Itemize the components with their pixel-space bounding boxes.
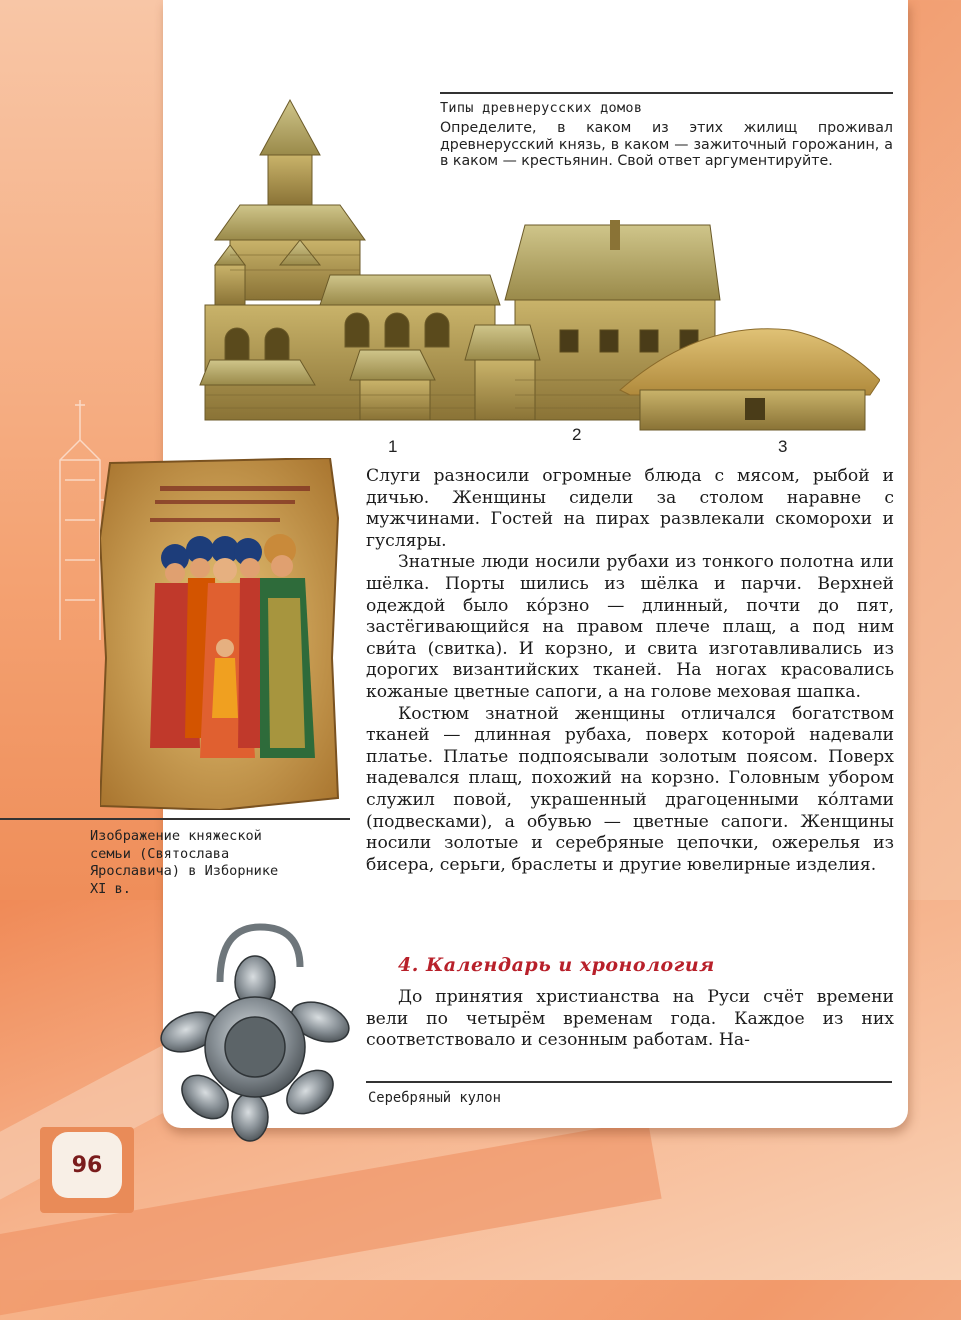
house-number-3: 3 bbox=[778, 437, 788, 456]
main-text bbox=[366, 466, 894, 876]
section-heading: 4. Календарь и хронология bbox=[398, 954, 715, 976]
house-number-2: 2 bbox=[572, 425, 582, 444]
section-paragraph: До принятия христианства на Руси счёт времени вели по четырём временам года. Каждое из них соответствовало и сезонным работам. На- bbox=[366, 987, 894, 1051]
paragraph-2: Знатные люди носили рубахи из тонкого полотна или шёлка. Порты шились из шёлка и парчи. Верхней одеждой было ко́рзно — длинный, почти до пят, застёгивающийся на правом плече плащ, а под ним сви́та (свитка). И корзно, и свита изготавливались из дорогих византийских тканей. На ногах красовались кожаные цветные сапоги, а на голове меховая шапка. bbox=[366, 552, 894, 702]
house-1-terem bbox=[200, 100, 500, 420]
old-russian-houses-illustration bbox=[190, 90, 880, 450]
section-text bbox=[366, 987, 894, 1052]
page-number: 96 bbox=[52, 1132, 122, 1198]
left-caption-rule bbox=[0, 818, 350, 820]
izbornik-caption bbox=[90, 828, 340, 898]
izbornik-princely-family-miniature bbox=[100, 458, 340, 810]
houses-caption-question: Определите, в каком из этих жилищ проживал древнерусский князь, в каком — зажиточный горожанин, а в каком — крестьянин. Свой ответ аргументируйте. bbox=[440, 120, 893, 169]
izbornik-caption-line-1: Изображение княжеской bbox=[90, 828, 262, 844]
izbornik-caption-line-3: Ярославича) в Изборнике bbox=[90, 863, 279, 879]
izbornik-caption-line-2: семьи (Святослава bbox=[90, 845, 230, 862]
houses-caption-title: Типы древнерусских домов bbox=[440, 100, 643, 116]
silver-pendant-image bbox=[150, 912, 360, 1142]
bottom-caption-rule bbox=[366, 1081, 892, 1083]
paragraph-1: Слуги разносили огромные блюда с мясом, рыбой и дичью. Женщины сидели за столом наравне с мужчинами. Гостей на пирах развлекали скоморохи и гусляры. bbox=[366, 466, 894, 551]
izbornik-caption-line-4: XI в. bbox=[90, 880, 131, 897]
house-number-1: 1 bbox=[388, 437, 398, 456]
pendant-caption: Серебряный кулон bbox=[368, 1090, 501, 1106]
paragraph-3: Костюм знатной женщины отличался богатством тканей — длинная рубаха, поверх которой надевали платье. Платье подпоясывали золотым поясом. Поверх надевался плащ, похожий на корзно. Головным убором служил повой, украшенный драгоценными ко́лтами (подвесками), а обувью — цветные сапоги. Женщины носили золотые и серебряные цепочки, ожерелья из бисера, серьги, браслеты и другие ювелирные изделия. bbox=[366, 703, 894, 875]
